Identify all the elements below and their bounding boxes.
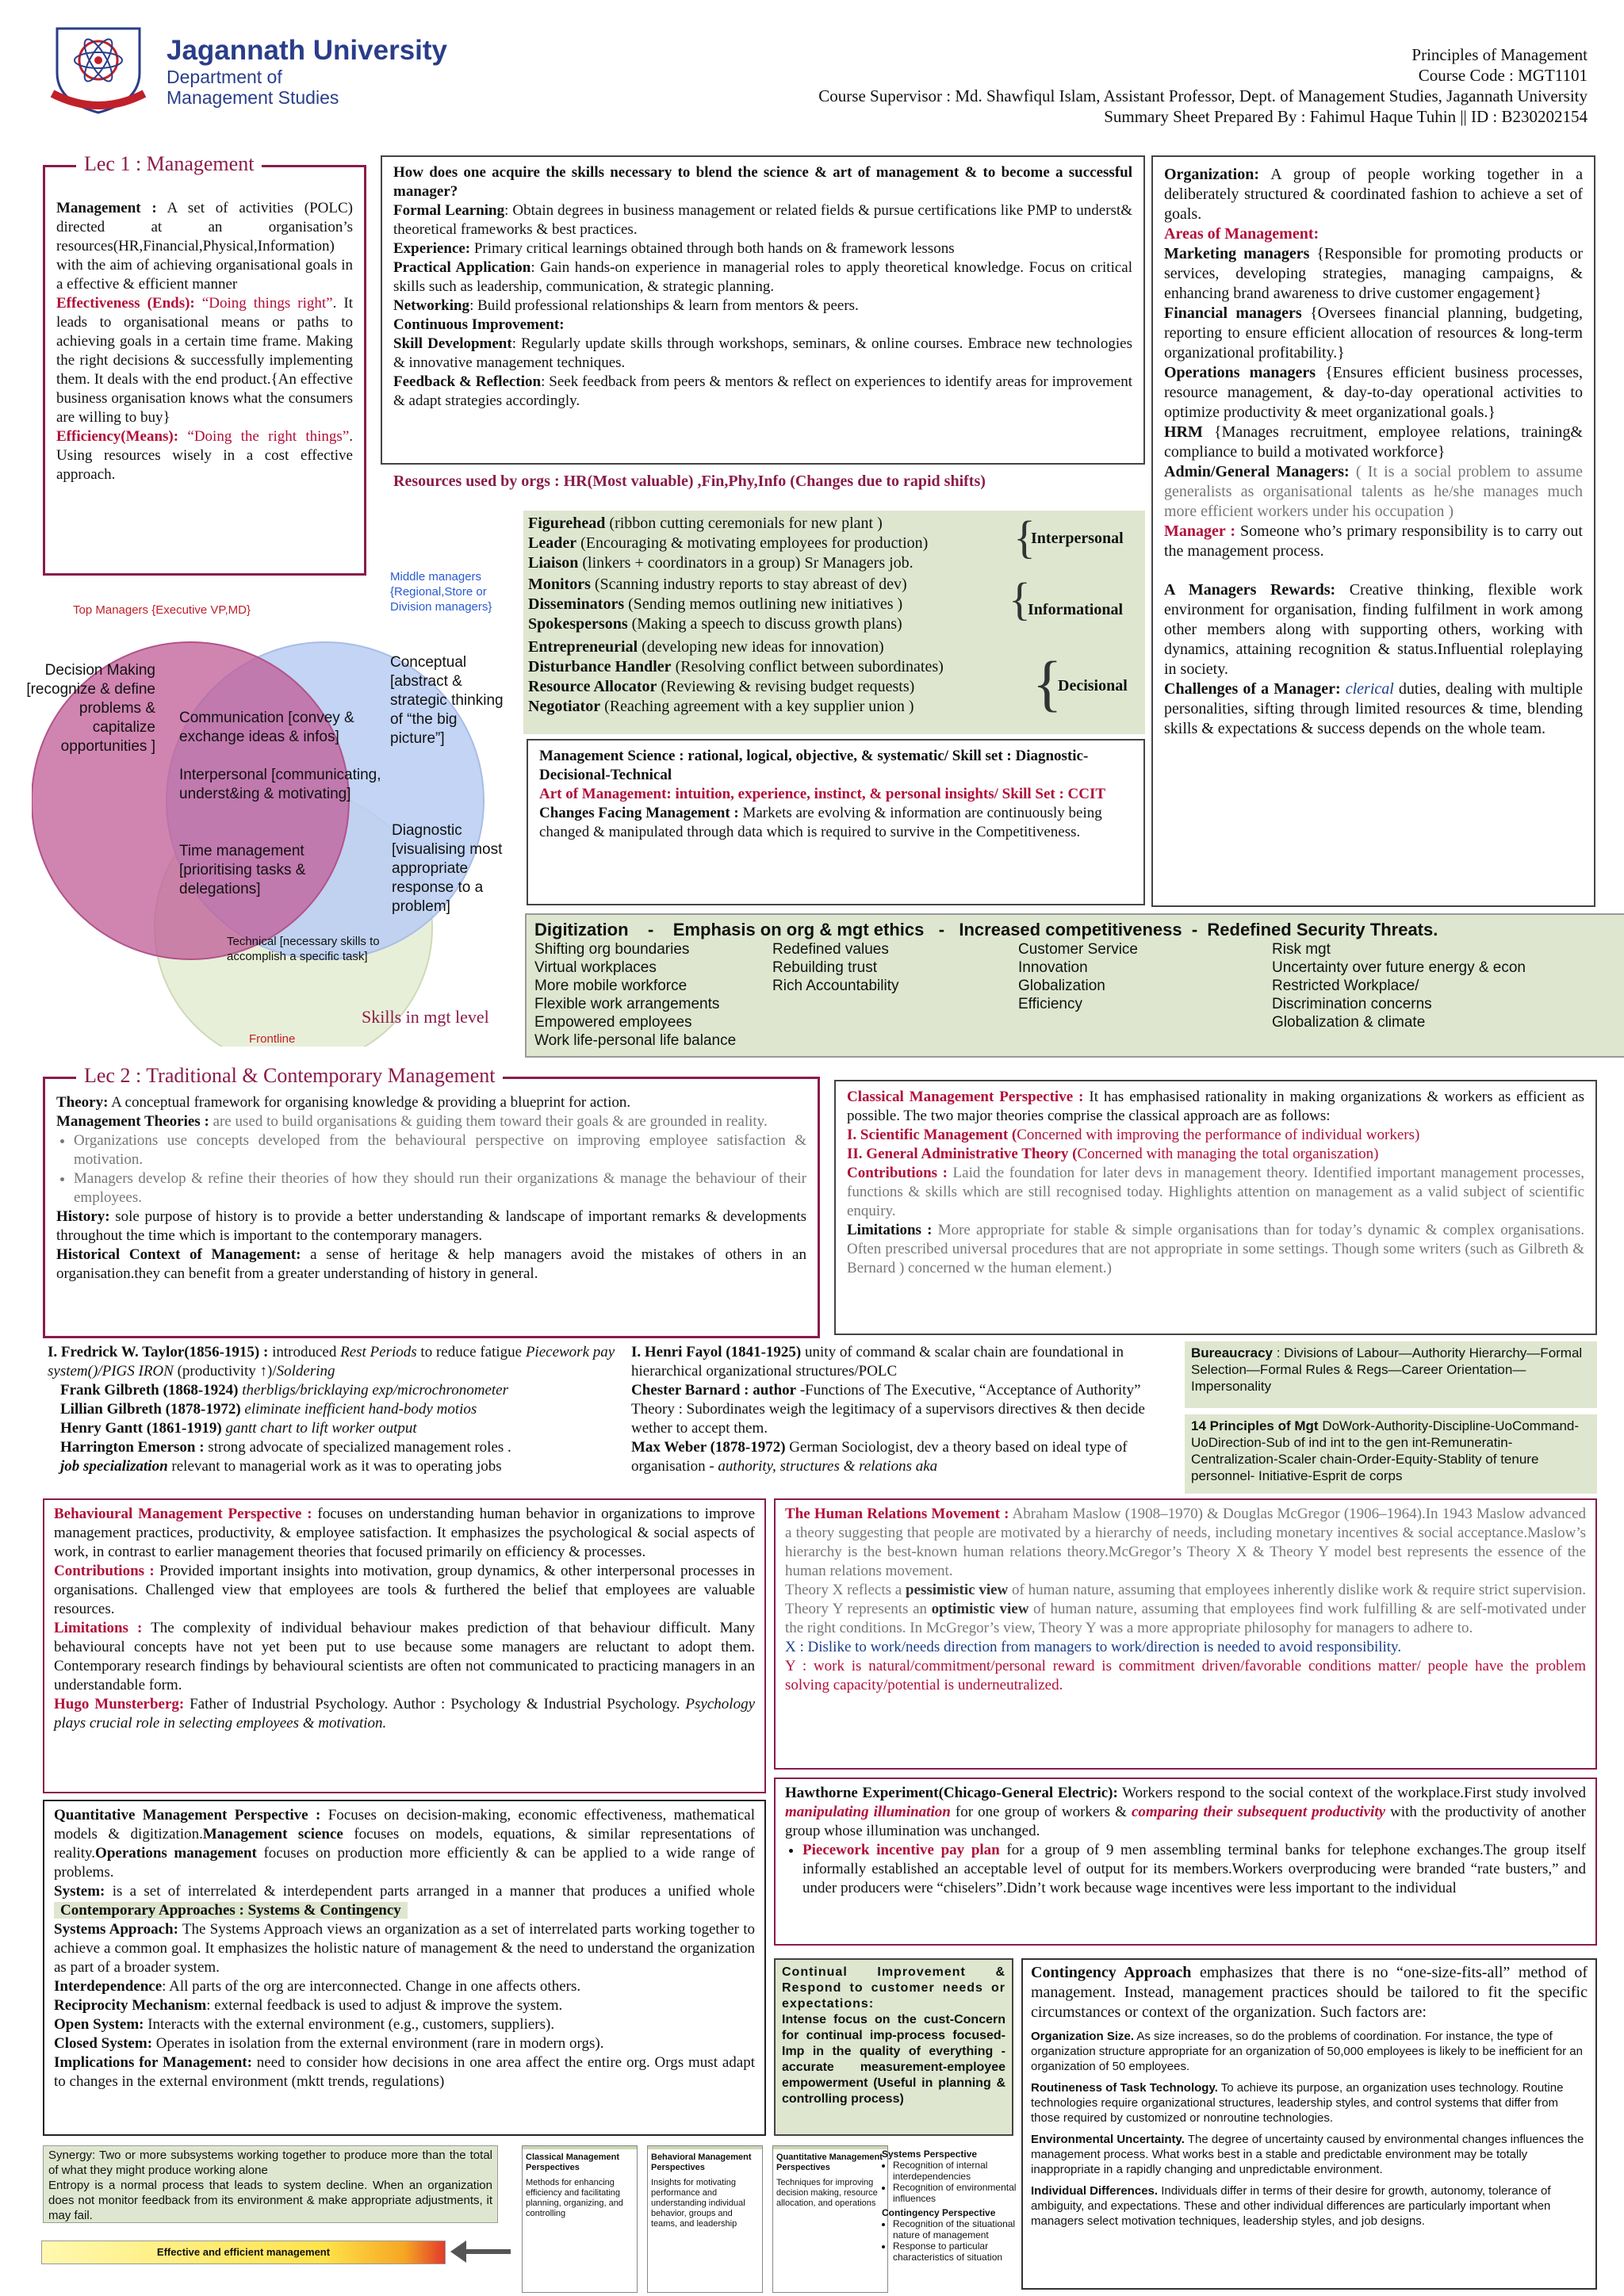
digitization-columns [534, 940, 1624, 1051]
operations-definition: {Ensures efficient business processes, resource management, & day-to-day operational activities to optimize productivity & meet organizational goals.} [1164, 364, 1583, 421]
role-item [528, 637, 1020, 657]
marketing-term: Marketing managers [1164, 245, 1310, 262]
perspective-card [772, 2145, 888, 2293]
manipulating-illumination: manipulating illumination [785, 1804, 951, 1820]
entropy-text: Entropy is a normal process that leads to system decline. When an organization does not monitor feedback from its environment & make appropriate adjustments, it may fail. [48, 2179, 492, 2222]
classical-limitations-term: Limitations : [847, 1222, 933, 1238]
frontline-label: Frontline [249, 1032, 296, 1046]
job-specialization-text: relevant to managerial work as it was to operating jobs [167, 1458, 502, 1475]
hawthorne-box [774, 1777, 1597, 1946]
history-term: History: [56, 1208, 110, 1225]
administrative-theory-term: II. General Administrative Theory ( [847, 1146, 1078, 1162]
hrm-term: HRM [1164, 423, 1203, 441]
digitization-item: Customer Service [1018, 941, 1138, 958]
skill-item [393, 297, 1132, 316]
role-term: Disseminators [528, 595, 625, 613]
quantitative-definition: Focuses on decision-making, economic effectiveness, mathematical models & digitization. [54, 1807, 756, 1843]
role-text: (linkers + coordinators in a group) Sr Managers job. [578, 554, 914, 572]
scientific-contributors [48, 1343, 626, 1476]
skill-text: : Regularly update skills through workshops, seminars, & online courses. Embrace new technologies & innovative management techniques. [393, 335, 1132, 371]
role-item [528, 697, 1020, 717]
management-theories-term: Management Theories : [56, 1113, 209, 1130]
historical-context-definition: a sense of heritage & help managers avoid the mistakes of others in an organisation.they can benefit from a greater understanding of history in general. [56, 1246, 806, 1282]
behavioural-definition: focuses on understanding human behavior in organizations to improve management practices, productivity, & employee satisfaction. It emphasizes the psychological & social aspects of work, in contrast to earlier management theories that focused primarily on efficiency & processes. [54, 1506, 755, 1560]
roles-decisional [528, 637, 1020, 717]
historical-context-term: Historical Context of Management: [56, 1246, 301, 1263]
behavioural-term: Behavioural Management Perspective : [54, 1506, 312, 1522]
digitization-column [534, 940, 736, 1050]
skill-term: Feedback & Reflection [393, 373, 542, 390]
behavioural-contributions-term: Contributions : [54, 1563, 155, 1579]
theory-y-text: of human nature, assuming that employees find work fulfilling & are self-motivated under the right conditions. In McGregor’s view, Theory Y was a more appropriate philosophy for managers to adhere to. [785, 1601, 1586, 1636]
perspective-card [647, 2145, 763, 2293]
contingency-factor-text: As size increases, so do the problems of coordination. For instance, the type of organization structure appropriate for an organization of 50,000 employees is likely to be inefficient for an organization of 50 employees. [1031, 2030, 1583, 2073]
management-theories-definition: are used to build organisations & guiding them toward their goals & are grounded in reality. [209, 1113, 768, 1130]
contingency-factors [1031, 2029, 1588, 2229]
closed-system-text: Operates in isolation from the external environment (rare in modern orgs). [152, 2035, 604, 2052]
challenges-term: Challenges of a Manager: [1164, 680, 1341, 698]
emerson-text: strong advocate of specialized management roles . [204, 1439, 511, 1456]
quantitative-box [43, 1800, 766, 2136]
classical-contributions-definition: Laid the foundation for later devs in management theory. Identified important management processes, functions & skills which are still recognised today. Highlights attention on management as a valid subject of scientific enquiry. [847, 1165, 1585, 1219]
role-text: (Making a speech to discuss growth plans) [627, 615, 902, 633]
role-text: (developing new ideas for innovation) [638, 638, 884, 656]
hawthorne-text-2: for one group of workers & [950, 1804, 1132, 1820]
university-name: Jagannath University [167, 35, 447, 66]
technical-label: Technical [necessary skills to accomplish a specific task] [227, 935, 380, 963]
skill-item [393, 239, 1132, 258]
gantt-term: Henry Gantt (1861-1919) [60, 1420, 222, 1437]
skill-item [393, 201, 1132, 239]
skill-text: Primary critical learnings obtained through both hands on & framework lessons [470, 240, 955, 257]
decision-making-label: Decision Making [recognize & define problems & capitalize opportunities ] [26, 662, 155, 755]
systems-perspective-item: • Recognition of environmental influences [893, 2182, 1017, 2204]
behavioural-limitations-term: Limitations : [54, 1620, 143, 1636]
management-science-term: Management science [202, 1826, 343, 1843]
role-text: (Reaching agreement with a key supplier union ) [600, 698, 914, 715]
arrow-icon [449, 2236, 512, 2267]
job-specialization-term: job specialization [60, 1458, 168, 1475]
course-title: Principles of Management [1411, 45, 1588, 64]
skills-venn-diagram [32, 571, 523, 1047]
taylor-text-2: to reduce fatigue [416, 1344, 526, 1360]
skills-question: How does one acquire the skills necessary to blend the science & art of management & to become a successful manager? [393, 164, 1132, 200]
taylor-soldering: Soldering [276, 1363, 335, 1380]
digitization-item: Rebuilding trust [772, 959, 878, 976]
conceptual-label: Conceptual [abstract & strategic thinking of “the big picture”] [390, 654, 504, 747]
taylor-term: I. Fredrick W. Taylor(1856-1915) : [48, 1344, 269, 1360]
contingency-factor-text: To achieve its purpose, an organization uses technology. Routine technologies require organizational structures, leadership styles, and control systems that differ from those required by customized or nonroutine technologies. [1031, 2081, 1564, 2125]
course-info [818, 44, 1588, 127]
department-line1: Department of [167, 67, 282, 87]
digitization-item: Flexible work arrangements [534, 996, 720, 1012]
fayol-text: unity of command & scalar chain are foundational in hierarchical organizational structures/POLC [631, 1344, 1124, 1380]
contingency-factor [1031, 2029, 1588, 2074]
scientific-management-definition: Concerned with improving the performance of individual workers) [1017, 1127, 1420, 1143]
piecework-term: Piecework incentive pay plan [802, 1842, 1000, 1858]
label-informational: Informational [1028, 601, 1123, 618]
diagnostic-label: Diagnostic [visualising most appropriate response to a problem] [392, 822, 503, 915]
art-line: Art of Management: intuition, experience, instinct, & personal insights/ Skill Set : CCIT [539, 786, 1106, 802]
digitization-item: Rich Accountability [772, 978, 899, 994]
quantitative-term: Quantitative Management Perspective : [54, 1807, 321, 1823]
weber-term: Max Weber (1878-1972) [631, 1439, 786, 1456]
role-term: Resource Allocator [528, 678, 657, 695]
digitization-item: Uncertainty over future energy & econ [1272, 959, 1526, 976]
lillian-gilbreth-text: eliminate inefficient hand-body motios [240, 1401, 477, 1418]
munsterberg-term: Hugo Munsterberg: [54, 1696, 185, 1712]
organization-term: Organization: [1164, 166, 1259, 183]
contingency-term: Contingency Approach [1031, 1964, 1192, 1981]
brace-informational: { [1009, 573, 1031, 625]
classical-definition: It has emphasised rationality in making organizations & workers as efficient as possible. The two major theories comprise the classical approach are as follows: [847, 1089, 1584, 1124]
admin-definition: ( It is a social problem to assume generalists as organisational talents as he/she manages much more efficient workers under his occupation ) [1164, 463, 1584, 520]
interdependence-text: : All parts of the org are interconnected. Change in one affects others. [162, 1978, 581, 1995]
continual-improvement-box [774, 1958, 1013, 2136]
implications-text: need to consider how decisions in one area affect the entire org. Orgs must adapt to changes in the external environment (mktt trends, regulations) [54, 2054, 755, 2090]
management-science-text: focuses on models, equations, & similar representations of reality. [54, 1826, 756, 1862]
management-definition: A set of activities (POLC) directed at an organisation’s resources(HR,Financial,Physical,Information) with the aim of achieving organisational goals in a effective & efficient manner [56, 200, 354, 293]
digitization-column [1272, 940, 1526, 1031]
manager-term: Manager : [1164, 522, 1236, 540]
skill-term: Networking [393, 297, 470, 314]
closed-system-term: Closed System: [54, 2035, 153, 2052]
contingency-factor-text: The degree of uncertainty caused by environmental changes influences the management process. What works best in a stable and predictable environment may be totally inappropriate in a rapidly changing and unpredictable environment. [1031, 2133, 1584, 2176]
manager-definition: Someone who’s primary responsibility is to carry out the management process. [1164, 522, 1583, 560]
systems-perspective-item: • Recognition of internal interdependencies [893, 2160, 1017, 2182]
science-box [527, 739, 1145, 905]
science-line: Management Science : rational, logical, objective, & systematic/ Skill set : Diagnostic-Decisional-Technical [539, 748, 1089, 783]
theory-x-line: X : Dislike to work/needs direction from managers to work/direction is needed to avoid responsibility. [785, 1639, 1402, 1655]
implications-term: Implications for Management: [54, 2054, 252, 2071]
role-term: Monitors [528, 576, 591, 593]
perspective-card-header [648, 2146, 762, 2149]
contingency-factor-term: Environmental Uncertainty. [1031, 2133, 1185, 2146]
administrative-contributors [631, 1343, 1178, 1476]
theory-x-text-2: of human nature, assuming that employees inherently dislike work & require strict supervision. Theory Y represents an [785, 1582, 1586, 1617]
optimistic-view: optimistic view [931, 1601, 1029, 1617]
organization-box [1151, 155, 1595, 907]
weber-italic: authority, structures & relations aka [718, 1458, 938, 1475]
roles-informational [528, 575, 1020, 634]
contingency-definition: emphasizes that there is no “one-size-fits-all” method of management. Instead, management practices should be tailored to fit the specific circumstances or context of the organization. Such factors are: [1031, 1964, 1588, 2021]
history-definition: sole purpose of history is to provide a better understanding & landscape of important remarks & developments throughout the time which is important to the contemporary managers. [56, 1208, 806, 1244]
open-system-term: Open System: [54, 2016, 144, 2033]
hawthorne-text-3: with the productivity of another group whose illumination was unchanged. [785, 1804, 1587, 1839]
hawthorne-text: Workers respond to the social context of the workplace.First study involved [1117, 1785, 1586, 1801]
digitization-item: Restricted Workplace/ [1272, 978, 1419, 994]
organization-definition: A group of people working together in a deliberately structured & coordinated fashion to achieve a set of goals. [1164, 166, 1583, 223]
digitization-item: Virtual workplaces [534, 959, 657, 976]
brace-interpersonal: { [1013, 511, 1036, 563]
behavioural-limitations-definition: The complexity of individual behaviour makes prediction of that behaviour difficult. Many behavioural concepts have not yet been put to use because some managers are reluctant to adopt them. Contemporary research findings by behavioural scientists are often not communicated to practicing managers in an understandable form. [54, 1620, 755, 1693]
contingency-factor-term: Routineness of Task Technology. [1031, 2081, 1218, 2095]
skills-level-label: Skills in mgt level [362, 1007, 489, 1027]
role-item [528, 575, 1020, 595]
continual-title: Continual Improvement & Respond to customer needs or expectations: [782, 1965, 1005, 2011]
theory-definition: A conceptual framework for organising knowledge & providing a blueprint for action. [108, 1094, 631, 1111]
communication-label: Communication [convey & exchange ideas & infos] [179, 710, 354, 745]
perspective-card-header [773, 2146, 887, 2149]
fayol-term: I. Henri Fayol (1841-1925) [631, 1344, 802, 1360]
role-item [528, 614, 1020, 634]
role-term: Leader [528, 534, 577, 552]
frank-gilbreth-term: Frank Gilbreth (1868-1924) [60, 1382, 239, 1399]
perspective-card-title: Quantitative Management Perspectives [776, 2152, 883, 2172]
digitization-item: Work life-personal life balance [534, 1032, 737, 1049]
taylor-text-3: (productivity ↑)/ [173, 1363, 277, 1380]
efficiency-term: Efficiency(Means): [56, 428, 179, 445]
pessimistic-view: pessimistic view [905, 1582, 1009, 1598]
gantt-text: gantt chart to lift worker output [221, 1420, 417, 1437]
lec2-title: Lec 2 : Traditional & Contemporary Management [76, 1064, 503, 1088]
hrm-definition: {Manages recruitment, employee relations, training& compliance to build a motivated workforce} [1164, 423, 1583, 461]
role-text: (ribbon cutting ceremonials for new plant ) [605, 515, 883, 532]
skill-item [393, 258, 1132, 297]
barnard-text: -Functions of The Executive, “Acceptance of Authority” Theory : Subordinates weigh the legitimacy of a supervisors directives & then decide wether to accept them. [631, 1382, 1145, 1437]
role-item [528, 657, 1020, 677]
effectiveness-term: Effectiveness (Ends): [56, 295, 195, 312]
classical-box [834, 1080, 1597, 1335]
skill-item [393, 335, 1132, 373]
effectiveness-definition: . It leads to organisational means or paths to achieving goals in a certain time frame. Making the right decisions & successfully implementing them. It deals with the end product.{An effective business organisation knows what the consumers are willing to buy} [56, 295, 353, 426]
efficiency-quote: “Doing the right things” [187, 428, 350, 445]
behavioural-contributions-definition: Provided important insights into motivation, group dynamics, & other interpersonal processes in organisations. Challenged view that employees are tools & furthered the belief that employees are valuable resources. [54, 1563, 755, 1617]
digitization-item: Risk mgt [1272, 941, 1331, 958]
digitization-item: Redefined values [772, 941, 889, 958]
human-relations-term: The Human Relations Movement : [785, 1506, 1009, 1522]
financial-term: Financial managers [1164, 304, 1302, 322]
skill-term: Formal Learning [393, 202, 505, 219]
department-line2: Management Studies [167, 87, 339, 108]
contingency-factor [1031, 2080, 1588, 2126]
role-term: Liaison [528, 554, 579, 572]
brace-decisional: { [1032, 649, 1063, 718]
course-code: Course Code : MGT1101 [1418, 66, 1588, 85]
skill-text: : Obtain degrees in business management or related fields & pursue certifications like PMP to underst& theoretical frameworks & best practices. [393, 202, 1132, 238]
systems-contingency-perspectives [882, 2149, 1017, 2263]
classical-term: Classical Management Perspective : [847, 1089, 1084, 1105]
resources-line: Resources used by orgs : HR(Most valuable) ,Fin,Phy,Info (Changes due to rapid shifts) [393, 473, 986, 490]
role-term: Entrepreneurial [528, 638, 638, 656]
human-relations-definition: Abraham Maslow (1908–1970) & Douglas McGregor (1906–1964).In 1943 Maslow advanced a theory suggesting that people are motivated by a hierarchy of needs, including monetary incentives & social acceptance.Maslow’s hierarchy is the best-known human relations theory.McGregor’s Theory X & Theory Y model best represents the essence of the human relations movement. [785, 1506, 1586, 1579]
piecework-text: for a group of 9 men assembling terminal banks for telephone exchanges.The group itself informally established an acceptable level of output for its members.Workers overproducing were branded “rate busters,” and under producers were “chiselers”.Didn’t work because wage incentives were less important to the individual [802, 1842, 1587, 1896]
skill-term: Continuous Improvement: [393, 316, 565, 333]
behavioural-box [43, 1498, 766, 1793]
rewards-term: A Managers Rewards: [1164, 581, 1336, 599]
bureaucracy-term: Bureaucracy [1191, 1345, 1274, 1360]
theory-bullet-2: • Managers develop & refine their theories of how they should run their organizations & manage the behaviour of their employees. [74, 1169, 806, 1207]
systems-perspective-title: Systems Perspective [882, 2149, 978, 2160]
interpersonal-label: Interpersonal [communicating, underst&ing & motivating] [179, 767, 381, 802]
skill-item [393, 373, 1132, 411]
role-text: (Resolving conflict between subordinates) [671, 658, 944, 675]
contingency-box [1021, 1958, 1597, 2290]
role-item [528, 553, 1020, 573]
perspective-card-text: Insights for motivating performance and understanding individual behavior, groups and teams, and leadership [651, 2178, 745, 2229]
role-text: (Reviewing & revising budget requests) [657, 678, 915, 695]
perspective-card [522, 2145, 638, 2293]
contingency-factor [1031, 2132, 1588, 2177]
financial-definition: {Oversees financial planning, budgeting, reporting to ensure efficient allocation of resources & long-term organizational profitability.} [1164, 304, 1583, 362]
systems-approach-term: Systems Approach: [54, 1921, 178, 1938]
reciprocity-text: : external feedback is used to adjust & improve the system. [206, 1997, 563, 2014]
role-term: Spokespersons [528, 615, 628, 633]
digitization-item: Empowered employees [534, 1014, 692, 1031]
scientific-management-term: I. Scientific Management ( [847, 1127, 1017, 1143]
hawthorne-term: Hawthorne Experiment(Chicago-General Electric): [785, 1785, 1118, 1801]
digitization-item: More mobile workforce [534, 978, 688, 994]
role-item [528, 534, 1020, 553]
munsterberg-text: Father of Industrial Psychology. Author : Psychology & Industrial Psychology. [184, 1696, 686, 1712]
role-item [528, 514, 1020, 534]
management-term: Management : [56, 200, 157, 216]
efficiency-definition: . Using resources wisely in a cost effective approach. [56, 428, 354, 483]
admin-term: Admin/General Managers: [1164, 463, 1350, 480]
changes-definition: Markets are evolving & information are continuously being changed & manipulated through data which is required to survive in the Competitiveness. [539, 805, 1102, 840]
digitization-column [772, 940, 898, 995]
weber-text: German Sociologist, dev a theory based on ideal type of organisation - [631, 1439, 1128, 1475]
contingency-factor-text: Individuals differ in terms of their desire for growth, autonomy, tolerance of ambiguity, and expectations. These and other individual differences are particularly important when managers select motivation techniques, leadership styles, and job designs. [1031, 2184, 1551, 2228]
continual-text: Intense focus on the cust-Concern for continual imp-process focused- Imp in the quality of everything -accurate measurement-employee empowerment (Useful in planning & controlling process) [782, 2013, 1005, 2106]
skill-text: : Seek feedback from peers & mentors & reflect on experiences to identify areas for improvement & adapt strategies accordingly. [393, 373, 1132, 409]
contingency-factor-term: Individual Differences. [1031, 2184, 1159, 2198]
lillian-gilbreth-term: Lillian Gilbreth (1878-1972) [60, 1401, 241, 1418]
marketing-definition: {Responsible for promoting products or services, developing strategies, managing campaigns, & enhancing brand awareness to drive customer engagement} [1164, 245, 1583, 302]
system-text: is a set of interrelated & interdependent parts arranged in a manner that produces a unified whole [105, 1883, 755, 1900]
theory-term: Theory: [56, 1094, 109, 1111]
system-term: System: [54, 1883, 105, 1900]
lec1-title: Lec 1 : Management [76, 152, 262, 176]
synergy-box [43, 2145, 498, 2223]
classical-limitations-definition: More appropriate for stable & simple organisations than for today’s dynamic & complex organisations. Often prescribed universal procedures that are not appropriate in some settings. Though some writers (such as Gilbreth & Bernard ) concerned w the human element.) [847, 1222, 1584, 1276]
time-management-label: Time management [prioritising tasks & delegations] [179, 843, 306, 897]
operations-term: Operations managers [1164, 364, 1316, 381]
classical-contributions-term: Contributions : [847, 1165, 948, 1181]
role-term: Negotiator [528, 698, 601, 715]
digitization-header: Digitization - Emphasis on org & mgt ethics - Increased competitiveness - Redefined Security Threats. [534, 920, 1438, 939]
effectiveness-quote: “Doing things right” [201, 295, 333, 312]
taylor-rest-periods: Rest Periods [340, 1344, 417, 1360]
munsterberg-italic: Psychology plays crucial role in selecting employees & motivation. [54, 1696, 755, 1732]
theory-y-line: Y : work is natural/commitment/personal reward is commitment driven/favorable conditions matter/ people have the problem solving capacity/potential is underneutralized. [785, 1658, 1586, 1693]
administrative-theory-definition: Concerned with managing the total organiszation) [1077, 1146, 1379, 1162]
operations-management-term: Operations management [95, 1845, 257, 1862]
interdependence-term: Interdependence [54, 1978, 163, 1995]
skills-list [393, 201, 1132, 411]
lec1-management-box [43, 165, 366, 576]
digitization-item: Efficiency [1018, 996, 1082, 1012]
top-managers-label: Top Managers {Executive VP,MD} [73, 603, 251, 617]
frank-gilbreth-text: therbligs/bricklaying exp/microchronometer [238, 1382, 508, 1399]
perspective-card-title: Behavioral Management Perspectives [651, 2152, 752, 2172]
role-item [528, 595, 1020, 614]
role-text: (Sending memos outlining new initiatives ) [624, 595, 903, 613]
skills-box [381, 155, 1145, 465]
principles-term: 14 Principles of Mgt [1191, 1418, 1319, 1433]
skill-item [393, 316, 1132, 335]
logo [46, 24, 151, 117]
skill-term: Practical Application [393, 259, 531, 276]
course-supervisor: Course Supervisor : Md. Shawfiqul Islam, Assistant Professor, Dept. of Management Studies, Jagannath University [818, 86, 1588, 105]
perspective-card-header [523, 2146, 637, 2149]
label-decisional: Decisional [1058, 677, 1128, 695]
contingency-perspective-item: • Response to particular characteristics of situation [893, 2241, 1017, 2263]
contingency-factor-term: Organization Size. [1031, 2030, 1135, 2043]
areas-heading: Areas of Management: [1164, 225, 1320, 243]
roles-interpersonal [528, 514, 1020, 573]
middle-managers-label: Middle managers {Regional,Store or Division managers} [390, 570, 492, 614]
challenges-clerical: clerical [1345, 680, 1394, 698]
perspective-card-text: Techniques for improving decision making, resource allocation, and operations [776, 2178, 878, 2208]
perspective-card-title: Classical Management Perspectives [526, 2152, 619, 2172]
emerson-term: Harrington Emerson : [60, 1439, 205, 1456]
principles-box [1185, 1414, 1597, 1494]
digitization-column [1018, 940, 1138, 1013]
lec2-box [43, 1077, 820, 1338]
challenges-definition: duties, dealing with multiple personalities, sifting through limited resources & time, blending skills & expectations & success depends on the whole team. [1164, 680, 1583, 737]
barnard-term: Chester Barnard : author [631, 1382, 797, 1399]
prepared-by: Summary Sheet Prepared By : Fahimul Haque Tuhin || ID : B230202154 [1104, 107, 1588, 126]
rewards-definition: Creative thinking, flexible work environment for organisation, finding fulfilment in work among other members along with supporting others, working with dynamics, attaining recognition & status.Influential roleplaying in society. [1164, 581, 1583, 678]
role-text: (Scanning industry reports to stay abreast of dev) [590, 576, 907, 593]
skill-term: Experience: [393, 240, 471, 257]
principles-definition: DoWork-Authority-Discipline-UoCommand-UoDirection-Sub of ind int to the gen int-Remuneratin-Centralization-Scaler chain-Order-Equity-Stablity of tenure personnel- Initiative-Esprit de corps [1191, 1418, 1580, 1483]
comparing-productivity: comparing their subsequent productivity [1131, 1804, 1386, 1820]
changes-term: Changes Facing Management : [539, 805, 739, 821]
reciprocity-term: Reciprocity Mechanism [54, 1997, 207, 2014]
contemporary-approaches: Contemporary Approaches : Systems & Contingency [54, 1902, 408, 1919]
skill-text: : Gain hands-on experience in managerial roles to apply theoretical knowledge. Focus on critical skills such as leadership, communication, & strategic planning. [393, 259, 1132, 295]
open-system-text: Interacts with the external environment (e.g., customers, suppliers). [144, 2016, 555, 2033]
skill-term: Skill Development [393, 335, 512, 352]
perspective-card-text: Methods for enhancing efficiency and facilitating planning, organizing, and controlling [526, 2178, 623, 2218]
role-term: Figurehead [528, 515, 606, 532]
bureaucracy-definition: : Divisions of Labour—Authority Hierarchy—Formal Selection—Formal Rules & Regs—Career Orientation—Impersonality [1191, 1345, 1583, 1394]
taylor-piecework: Piecework pay system()/PIGS IRON [48, 1344, 615, 1380]
bureaucracy-box [1185, 1341, 1597, 1408]
effective-management-bar [41, 2241, 446, 2264]
human-relations-box [774, 1498, 1597, 1770]
contingency-perspective-item: • Recognition of the situational nature of management [893, 2218, 1017, 2241]
skill-text: : Build professional relationships & learn from mentors & peers. [469, 297, 859, 314]
role-item [528, 677, 1020, 697]
digitization-item: Globalization & climate [1272, 1014, 1426, 1031]
label-interpersonal: Interpersonal [1031, 530, 1124, 547]
operations-management-text: focuses on production more efficiently & can be applied to a wide range of problems. [54, 1845, 755, 1881]
digitization-item: Innovation [1018, 959, 1088, 976]
taylor-text: introduced [268, 1344, 341, 1360]
contingency-factor [1031, 2183, 1588, 2229]
digitization-item: Globalization [1018, 978, 1105, 994]
synergy-text: Synergy: Two or more subsystems working together to produce more than the total of what they might produce working alone [48, 2149, 492, 2177]
role-term: Disturbance Handler [528, 658, 672, 675]
effective-management-label: Effective and efficient management [156, 2246, 331, 2258]
digitization-panel [525, 913, 1624, 1058]
theory-bullet-1: • Organizations use concepts developed from the behavioural perspective on improving employee satisfaction & motivation. [74, 1131, 806, 1169]
digitization-item: Discrimination concerns [1272, 996, 1432, 1012]
role-text: (Encouraging & motivating employees for production) [576, 534, 929, 552]
digitization-item: Shifting org boundaries [534, 941, 690, 958]
contingency-perspective-title: Contingency Perspective [882, 2207, 996, 2218]
roles-list [528, 514, 1020, 717]
systems-approach-text: The Systems Approach views an organization as a set of interrelated parts working together to achieve a common goal. It emphasizes the holistic nature of management & the need to understand the organization as part of a broader system. [54, 1921, 755, 1976]
theory-x-text: Theory X reflects a [785, 1582, 906, 1598]
